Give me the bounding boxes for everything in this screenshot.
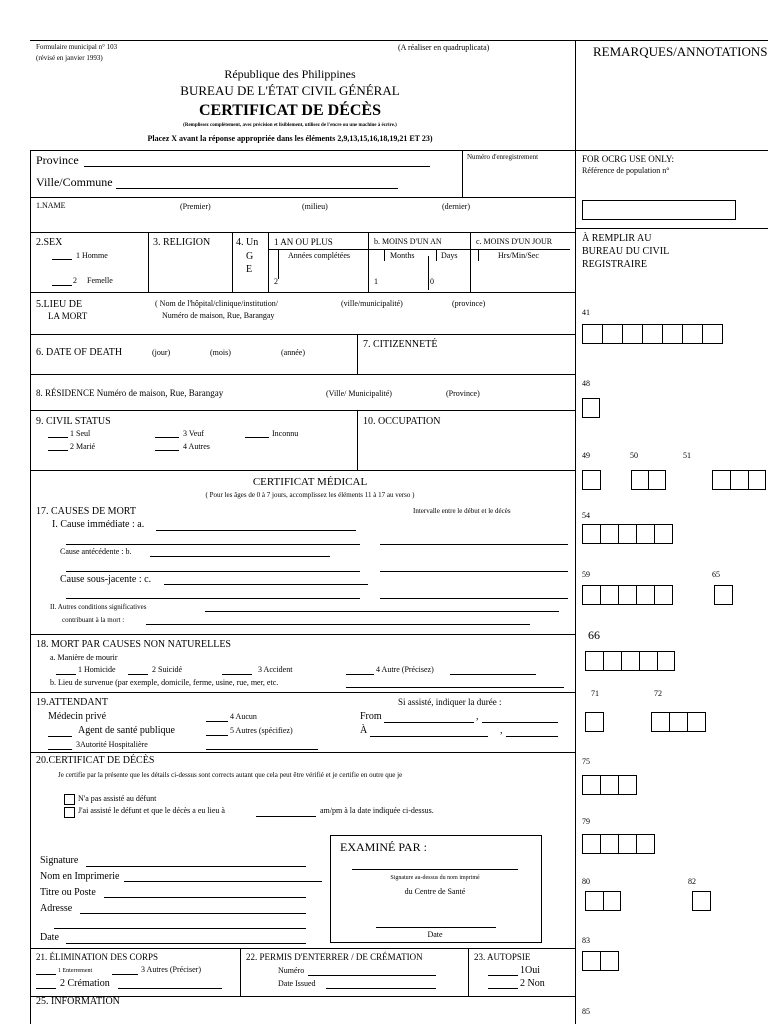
immediate-cause-label: I. Cause immédiate : a. — [52, 519, 145, 530]
printed-name-field[interactable] — [124, 881, 322, 882]
divider — [232, 232, 233, 292]
instructions: (Remplissez complètement, avec précision et lisiblement, utilisez de l'encre ou une machine à écrire.) — [183, 123, 397, 128]
medical-subtitle: ( Pour les âges de 0 à 7 jours, accomplissez les éléments 11 à 17 au verso ) — [205, 491, 415, 499]
age-years-sub: Années complétées — [288, 251, 350, 260]
registrar-heading: À REMPLIR AU — [582, 233, 652, 244]
status-other-label: 4 Autres — [183, 442, 210, 451]
code-cell[interactable] — [692, 891, 711, 911]
autopsy-no-label: 2 Non — [520, 978, 545, 989]
age-label: 4. Un — [236, 237, 259, 248]
code-label-41: 41 — [582, 308, 590, 317]
code-label-48: 48 — [582, 379, 590, 388]
other-attendant-label: 5 Autres (spécifiez) — [230, 726, 293, 735]
other-manner-label: 4 Autre (Précisez) — [376, 665, 434, 674]
sex-female-field[interactable] — [52, 285, 72, 286]
code-cell[interactable] — [636, 524, 655, 544]
other-disposal-field[interactable] — [112, 974, 138, 975]
attendant-label: 19.ATTENDANT — [36, 697, 108, 708]
date-field[interactable] — [66, 943, 306, 944]
code-cell[interactable] — [618, 524, 637, 544]
divider — [357, 410, 358, 470]
from-year-field[interactable] — [482, 722, 558, 723]
divider — [575, 228, 768, 229]
age-letter-e: E — [246, 264, 253, 275]
sex-female-label: Femelle — [87, 276, 113, 285]
divider — [30, 692, 575, 693]
status-single-label: 1 Seul — [70, 429, 91, 438]
code-cell[interactable] — [669, 712, 688, 732]
interval-label: Intervalle entre le début et le décès — [413, 507, 511, 515]
burial-label: 1 Enterrement — [58, 968, 93, 974]
address-label: Adresse — [40, 903, 73, 914]
hospital-authority-label: 3Autorité Hospitalière — [76, 740, 148, 749]
cremation-field[interactable] — [36, 988, 56, 989]
name-first-hint: (Premier) — [180, 202, 211, 211]
printed-name-label: Nom en Imprimerie — [40, 871, 120, 882]
code-cell[interactable] — [582, 834, 601, 854]
address-field[interactable] — [80, 913, 306, 914]
code-cell[interactable] — [600, 775, 619, 795]
code-cell[interactable] — [582, 585, 601, 605]
age-months-sub: Months — [390, 251, 415, 260]
place-city-hint: (ville/municipalité) — [341, 299, 403, 308]
signature-field[interactable] — [86, 866, 306, 867]
divider — [30, 197, 575, 198]
divider — [278, 249, 279, 279]
divider — [30, 410, 575, 411]
to-label: À — [360, 725, 368, 736]
code-cell[interactable] — [622, 324, 643, 344]
residence-province-hint: (Province) — [446, 389, 480, 398]
from-comma: , — [476, 711, 479, 722]
code-cell[interactable] — [582, 398, 600, 418]
to-comma: , — [500, 725, 503, 736]
code-label-80: 80 — [582, 877, 590, 886]
province-field[interactable] — [84, 166, 430, 167]
code-cell[interactable] — [657, 651, 675, 671]
revision-date: (révisé en janvier 1993) — [36, 54, 103, 62]
code-cell[interactable] — [636, 585, 655, 605]
code-cell[interactable] — [702, 324, 723, 344]
place-of-occurrence-field[interactable] — [346, 687, 564, 688]
duration-label: Si assisté, indiquer la durée : — [398, 697, 502, 707]
age-letter-g: G — [246, 251, 254, 262]
underlying-cause-field-2[interactable] — [66, 598, 360, 599]
year-hint: (année) — [281, 348, 305, 357]
code-label-49: 49 — [582, 451, 590, 460]
title-field[interactable] — [104, 897, 306, 898]
autopsy-no-field[interactable] — [488, 988, 518, 989]
code-cell[interactable] — [654, 585, 673, 605]
immediate-cause-field-2[interactable] — [66, 544, 360, 545]
code-label-82: 82 — [688, 877, 696, 886]
code-cell[interactable] — [585, 651, 604, 671]
divider — [30, 374, 575, 375]
name-last-hint: (dernier) — [442, 202, 470, 211]
religion-label: 3. RELIGION — [153, 237, 211, 248]
name-label: 1.NAME — [36, 201, 66, 210]
code-cell[interactable] — [730, 470, 749, 490]
code-cell[interactable] — [636, 834, 655, 854]
status-unknown-field[interactable] — [245, 437, 269, 438]
permit-label: 22. PERMIS D'ENTERRER / DE CRÉMATION — [246, 952, 423, 962]
status-widowed-label: 3 Veuf — [183, 429, 204, 438]
date-of-death-label: 6. DATE OF DEATH — [36, 347, 123, 358]
other-conditions-field[interactable] — [205, 611, 559, 612]
place-label-2: LA MORT — [48, 311, 88, 321]
other-attendant-field[interactable] — [206, 735, 228, 736]
registrar-heading-2: BUREAU DU CIVIL — [582, 246, 670, 257]
code-cell[interactable] — [621, 651, 640, 671]
ampm-label: am/pm à la date indiquée ci-dessus. — [320, 806, 434, 815]
day-hint: (jour) — [152, 348, 171, 357]
public-health-field[interactable] — [48, 736, 72, 737]
place-hospital-hint: ( Nom de l'hôpital/clinique/institution/ — [155, 299, 278, 308]
code-cell[interactable] — [600, 585, 619, 605]
attended-checkbox[interactable] — [64, 807, 75, 818]
sex-male-field[interactable] — [52, 259, 72, 260]
form-top-border — [30, 40, 768, 41]
code-label-65: 65 — [712, 570, 720, 579]
code-label-66: 66 — [588, 628, 600, 642]
population-ref-label: Référence de population n° — [582, 166, 670, 175]
code-label-83: 83 — [582, 936, 590, 945]
immediate-interval-field[interactable] — [380, 544, 568, 545]
age-hours-sub: Hrs/Min/Sec — [498, 251, 539, 260]
code-label-85: 85 — [582, 1007, 590, 1016]
other-manner-specify-field[interactable] — [450, 674, 536, 675]
none-field[interactable] — [206, 721, 228, 722]
attended-time-field[interactable] — [256, 816, 316, 817]
permit-number-field[interactable] — [308, 975, 436, 976]
code-cell[interactable] — [585, 891, 604, 911]
code-cell[interactable] — [631, 470, 649, 490]
citizenship-label: 7. CITIZENNETÉ — [363, 339, 438, 350]
code-cell[interactable] — [600, 834, 619, 854]
divider — [30, 232, 575, 233]
code-cell[interactable] — [600, 951, 619, 971]
unnatural-causes-label: 18. MORT PAR CAUSES NON NATURELLES — [36, 639, 231, 650]
code-label-59: 59 — [582, 570, 590, 579]
code-cell[interactable] — [648, 470, 666, 490]
code-cell[interactable] — [582, 775, 601, 795]
sex-female-number: 2 — [73, 276, 77, 285]
medical-title: CERTIFICAT MÉDICAL — [252, 476, 368, 488]
status-other-field[interactable] — [155, 450, 179, 451]
public-health-label: Agent de santé publique — [78, 725, 175, 736]
province-label: Province — [36, 153, 79, 167]
code-cell[interactable] — [603, 651, 622, 671]
code-cell[interactable] — [618, 585, 637, 605]
code-cell[interactable] — [639, 651, 658, 671]
cremation-label: 2 Crémation — [60, 978, 110, 989]
code-cell[interactable] — [654, 524, 673, 544]
divider — [428, 256, 429, 290]
health-center-label: du Centre de Santé — [404, 887, 466, 896]
to-date-field[interactable] — [370, 736, 488, 737]
ocrg-label: FOR OCRG USE ONLY: — [582, 154, 675, 164]
contributing-field[interactable] — [146, 624, 530, 625]
certify-statement: Je certifie par la présente que les détails ci-dessus sont corrects autant que cela peut être vérifié et je certifie en outre que je — [58, 771, 403, 779]
sex-label: 2.SEX — [36, 237, 63, 248]
divider — [368, 232, 369, 292]
divider — [468, 948, 469, 996]
place-label: 5.LIEU DE — [36, 299, 83, 310]
address-field-2[interactable] — [54, 928, 306, 929]
underlying-cause-field[interactable] — [164, 584, 368, 585]
suicide-field[interactable] — [128, 674, 148, 675]
sidebar-divider — [575, 40, 576, 1024]
code-cell[interactable] — [748, 470, 766, 490]
ville-field[interactable] — [116, 188, 398, 189]
examined-by-label: EXAMINÉ PAR : — [340, 840, 427, 854]
divider — [240, 948, 241, 996]
status-widowed-field[interactable] — [155, 437, 179, 438]
code-cell[interactable] — [618, 834, 637, 854]
code-label-50: 50 — [630, 451, 638, 460]
permit-date-field[interactable] — [326, 988, 436, 989]
republic-name: République des Philippines — [224, 67, 356, 81]
divider — [30, 634, 575, 635]
immediate-cause-field[interactable] — [156, 530, 356, 531]
registrar-heading-3: REGISTRAIRE — [582, 259, 647, 270]
code-cell[interactable] — [582, 524, 601, 544]
code-label-54: 54 — [582, 511, 590, 520]
from-date-field[interactable] — [384, 722, 474, 723]
code-cell[interactable] — [642, 324, 663, 344]
divider — [268, 232, 269, 292]
other-disposal-label: 3 Autres (Préciser) — [141, 965, 201, 974]
antecedent-cause-label: Cause antécédente : b. — [60, 547, 132, 556]
code-label-72: 72 — [654, 689, 662, 698]
code-cell[interactable] — [618, 775, 637, 795]
code-cell[interactable] — [603, 891, 621, 911]
autopsy-yes-label: 1Oui — [520, 965, 540, 976]
divider — [470, 232, 471, 292]
code-cell[interactable] — [651, 712, 670, 732]
manner-label: a. Manière de mourir — [50, 653, 118, 662]
code-cell[interactable] — [687, 712, 706, 732]
code-label-71: 71 — [591, 689, 599, 698]
private-doctor-label: Médecin privé — [48, 711, 107, 722]
antecedent-interval-field[interactable] — [380, 571, 568, 572]
other-attendant-specify-field[interactable] — [206, 749, 318, 750]
age-months-label: b. MOINS D'UN AN — [374, 237, 442, 246]
divider — [30, 150, 768, 151]
signature-label: Signature — [40, 855, 79, 866]
attended-label: J'ai assisté le défunt et que le décès a eu lieu à — [78, 806, 225, 815]
divider — [436, 249, 437, 261]
registration-label: Numéro d'enregistrement — [467, 153, 539, 161]
divider — [357, 334, 358, 374]
divider — [30, 292, 575, 293]
place-province-hint: (province) — [452, 299, 486, 308]
examiner-signature-hint: Signature au-dessus du nom imprimé — [390, 875, 480, 881]
bureau-name: BUREAU DE L'ÉTAT CIVIL GÉNÉRAL — [180, 83, 400, 98]
month-hint: (mois) — [210, 348, 231, 357]
code-cell[interactable] — [712, 470, 731, 490]
status-married-field[interactable] — [48, 450, 68, 451]
permit-number-label: Numéro — [278, 966, 305, 975]
copies-note: (A réaliser en quadruplicata) — [398, 43, 490, 52]
other-manner-field[interactable] — [346, 674, 374, 675]
examiner-signature-field[interactable] — [352, 869, 518, 870]
code-cell[interactable] — [682, 324, 703, 344]
examiner-date-label: Date — [427, 930, 443, 939]
status-married-label: 2 Marié — [70, 442, 96, 451]
code-cell[interactable] — [714, 585, 733, 605]
homicide-field[interactable] — [56, 674, 76, 675]
population-ref-field[interactable] — [582, 200, 736, 220]
permit-date-label: Date Issued — [278, 979, 316, 988]
title-label: Titre ou Poste — [40, 887, 96, 898]
residence-city-hint: (Ville/ Municipalité) — [326, 389, 392, 398]
to-year-field[interactable] — [506, 736, 558, 737]
name-middle-hint: (milieu) — [302, 202, 328, 211]
accident-label: 3 Accident — [258, 665, 293, 674]
status-unknown-label: Inconnu — [272, 429, 299, 438]
sex-male-label: 1 Homme — [76, 251, 108, 260]
code-cell[interactable] — [582, 324, 603, 344]
underlying-interval-field[interactable] — [380, 598, 568, 599]
homicide-label: 1 Homicide — [78, 665, 116, 674]
code-label-51: 51 — [683, 451, 691, 460]
not-attended-checkbox[interactable] — [64, 794, 75, 805]
age-months-number: 1 — [374, 277, 378, 286]
divider — [30, 334, 575, 335]
code-cell[interactable] — [582, 470, 601, 490]
examiner-date-field[interactable] — [376, 927, 496, 928]
divider — [462, 150, 463, 197]
code-cell[interactable] — [662, 324, 683, 344]
antecedent-cause-field-2[interactable] — [66, 571, 360, 572]
suicide-label: 2 Suicidé — [152, 665, 182, 674]
status-single-field[interactable] — [48, 437, 68, 438]
death-certificate-label: 20.CERTIFICAT DE DÉCÈS — [36, 755, 155, 766]
age-days-sub: Days — [441, 251, 458, 260]
underlying-cause-label: Cause sous-jacente : c. — [60, 574, 152, 585]
divider — [30, 470, 575, 471]
code-cell[interactable] — [582, 951, 601, 971]
divider — [30, 752, 575, 753]
form-number: Formulaire municipal n° 103 — [36, 43, 118, 51]
autopsy-label: 23. AUTOPSIE — [474, 952, 531, 962]
divider — [478, 249, 479, 261]
page-title: CERTIFICAT DE DÉCÈS — [199, 102, 381, 119]
code-cell[interactable] — [585, 712, 604, 732]
causes-label: 17. CAUSES DE MORT — [36, 506, 136, 517]
place-address-hint: Numéro de maison, Rue, Barangay — [162, 311, 275, 320]
residence-label: 8. RÉSIDENCE Numéro de maison, Rue, Barangay — [36, 388, 224, 398]
mark-instructions: Placez X avant la réponse appropriée dans les éléments 2,9,13,15,16,18,19,21 ET 23) — [147, 134, 433, 143]
age-years-label: 1 AN OU PLUS — [274, 237, 333, 247]
information-label: 25. INFORMATION — [36, 996, 120, 1007]
divider — [268, 249, 570, 250]
other-conditions-label: II. Autres conditions significatives — [50, 603, 147, 611]
other-disposal-specify-field[interactable] — [118, 988, 222, 989]
accident-field[interactable] — [222, 674, 252, 675]
disposal-label: 21. ÉLIMINATION DES CORPS — [36, 952, 159, 962]
ville-label: Ville/Commune — [36, 175, 113, 189]
remarks-heading: REMARQUES/ANNOTATIONS — [593, 44, 768, 59]
divider — [384, 249, 385, 261]
age-hours-label: c. MOINS D'UN JOUR — [476, 237, 553, 246]
divider — [148, 232, 149, 292]
code-label-75: 75 — [582, 757, 590, 766]
none-label: 4 Aucun — [230, 712, 257, 721]
code-cell[interactable] — [602, 324, 623, 344]
code-label-79: 79 — [582, 817, 590, 826]
antecedent-cause-field[interactable] — [150, 556, 330, 557]
from-label: From — [360, 711, 382, 722]
contributing-label: contribuant à la mort : — [62, 616, 125, 624]
autopsy-yes-field[interactable] — [488, 975, 518, 976]
date-label: Date — [40, 932, 59, 943]
place-of-occurrence-label: b. Lieu de survenue (par exemple, domicile, ferme, usine, rue, mer, etc. — [50, 678, 279, 687]
occupation-label: 10. OCCUPATION — [363, 416, 441, 427]
age-days-number: 0 — [430, 277, 434, 286]
not-attended-label: N'a pas assisté au défunt — [78, 794, 157, 803]
burial-field[interactable] — [36, 974, 56, 975]
left-border — [30, 150, 31, 1024]
age-years-number: 2 — [274, 277, 278, 286]
hospital-authority-field[interactable] — [48, 749, 72, 750]
code-cell[interactable] — [600, 524, 619, 544]
divider — [30, 948, 575, 949]
civil-status-label: 9. CIVIL STATUS — [36, 416, 111, 427]
